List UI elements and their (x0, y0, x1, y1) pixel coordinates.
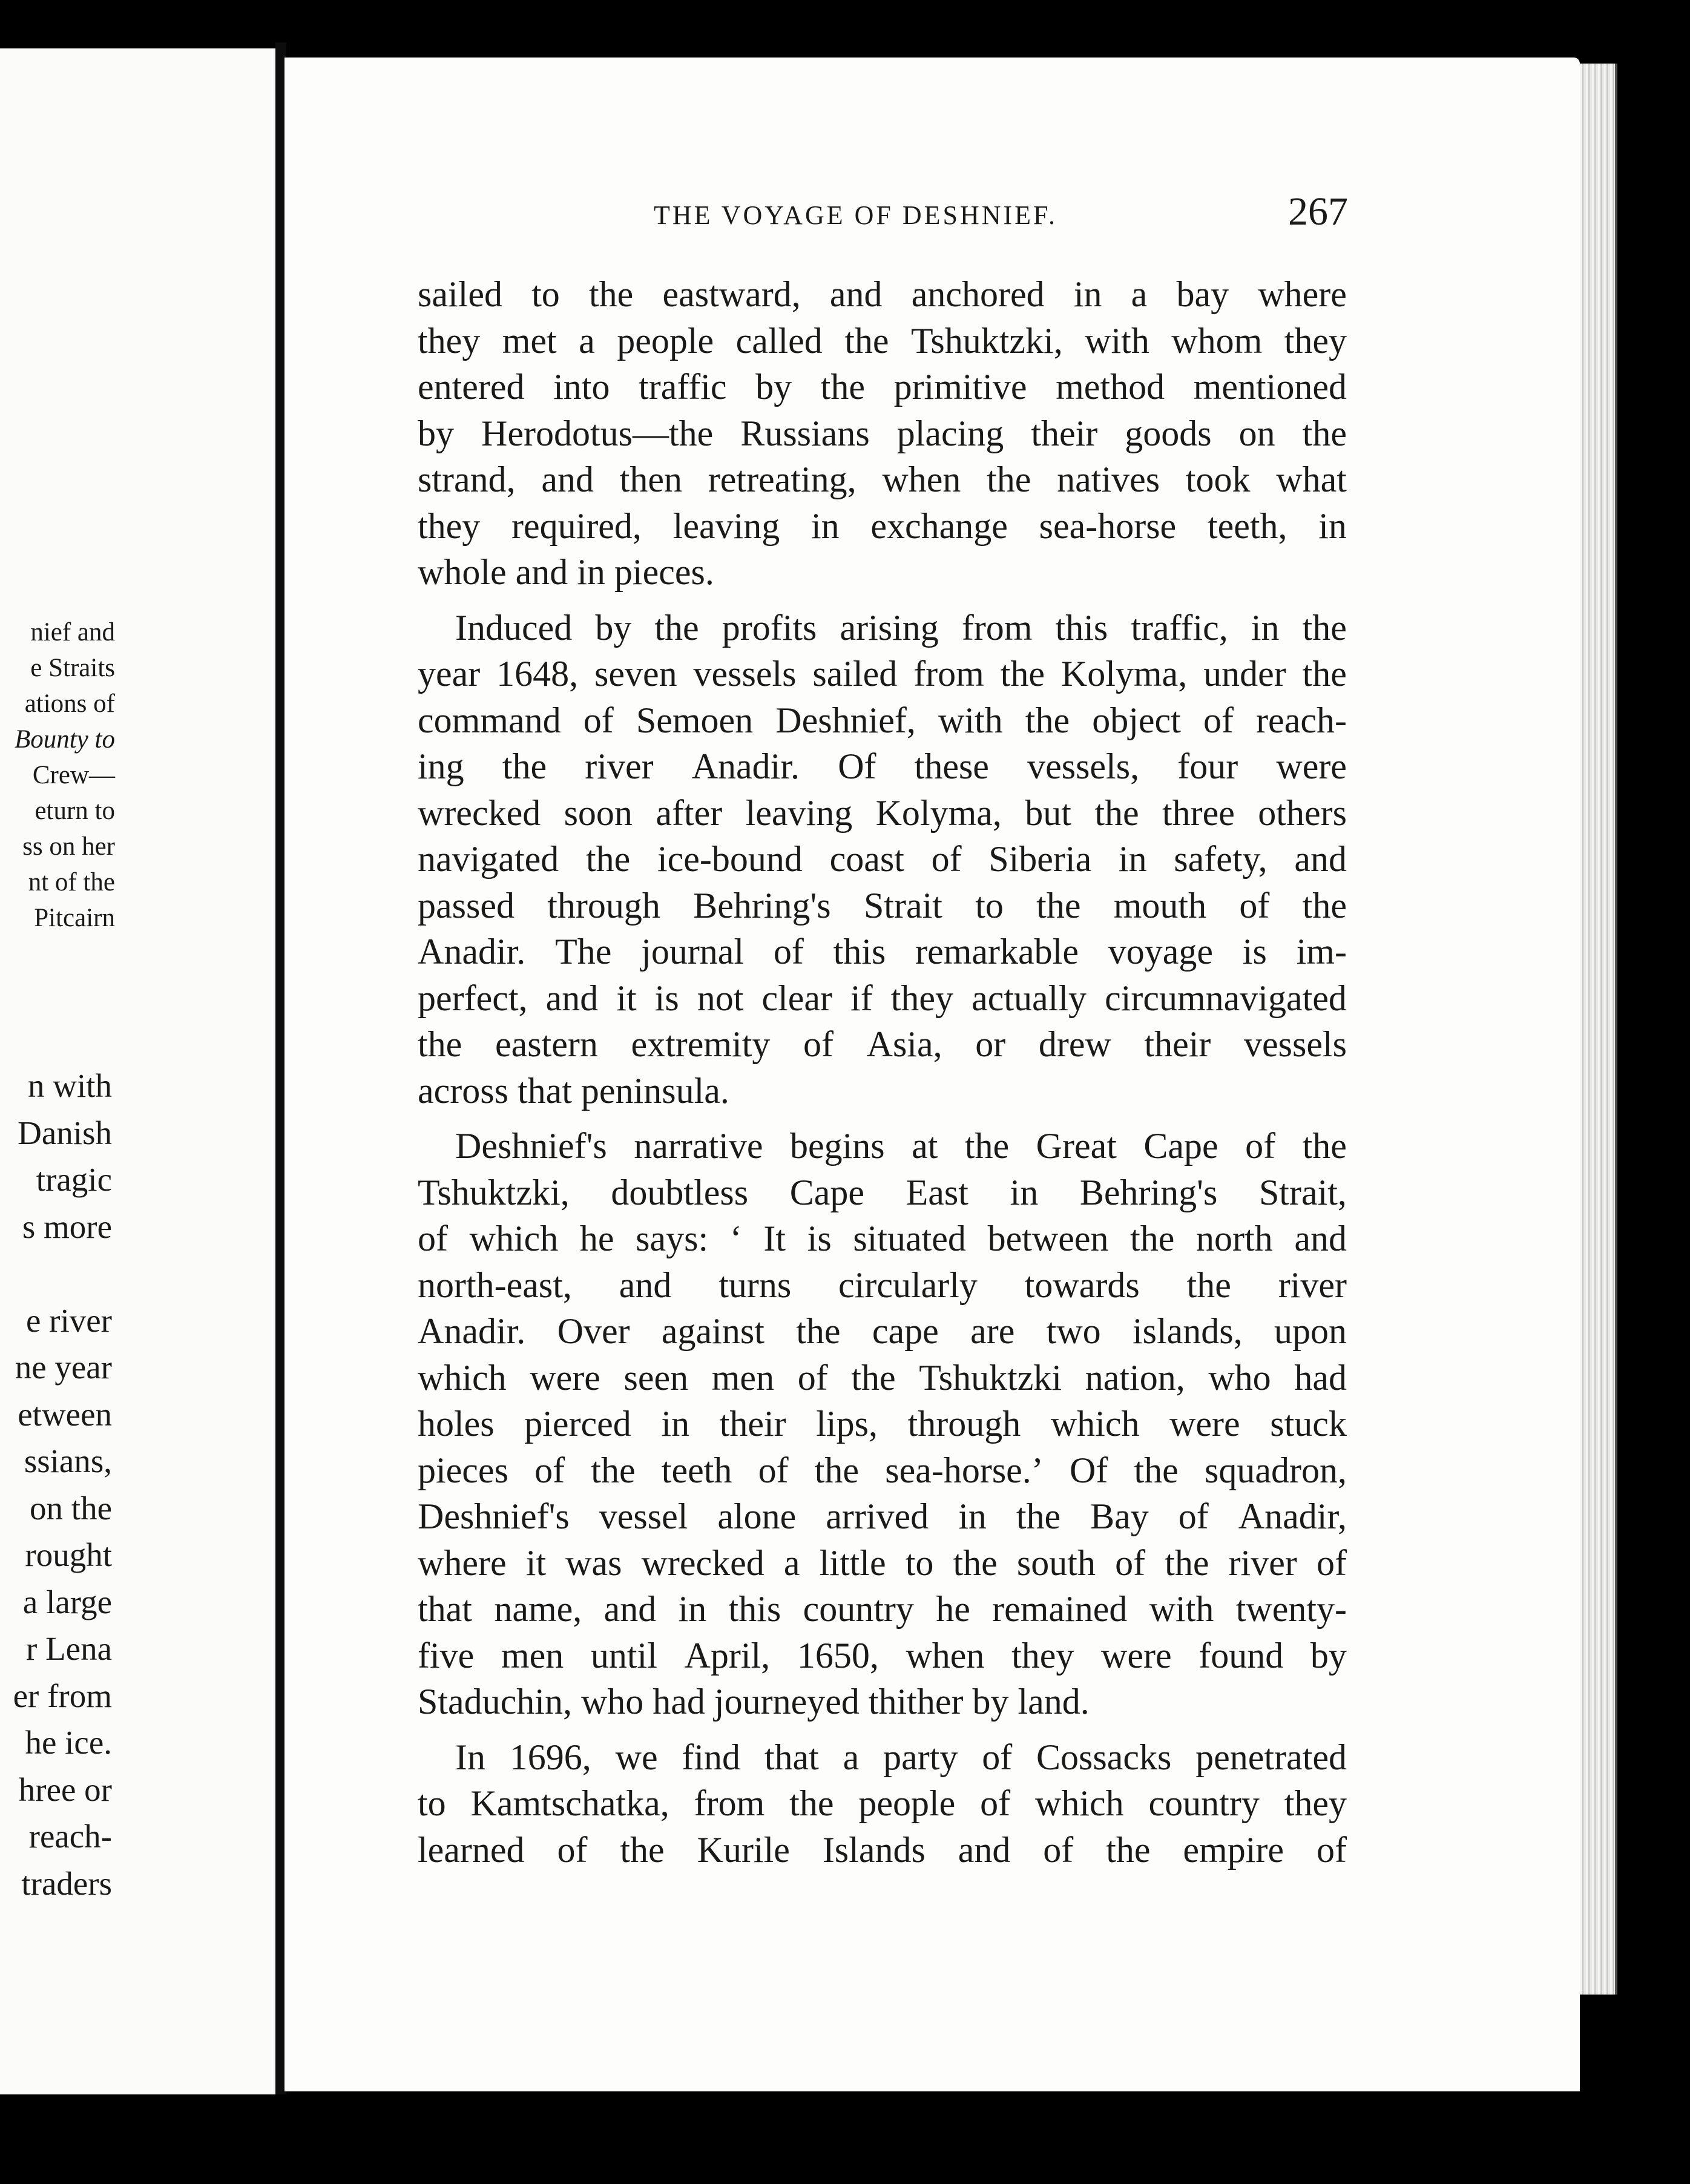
caption-line: ations of (24, 689, 115, 718)
text-line: wrecked soon after leaving Kolyma, but the three others (418, 792, 1347, 833)
text-line: Deshnief's narrative begins at the Great Cape of the (455, 1126, 1347, 1166)
caption-line: nief and (30, 618, 115, 646)
text-line: which were seen men of the Tshuktzki nation, who had (418, 1357, 1347, 1398)
text-line: they met a people called the Tshuktzki, with whom they (418, 320, 1347, 361)
text-line: perfect, and it is not clear if they actually circumnavigated (418, 978, 1347, 1018)
body-line: on the (30, 1489, 112, 1527)
body-line: n with (27, 1067, 112, 1104)
caption-line: ss on her (22, 832, 115, 861)
text-line: In 1696, we find that a party of Cossacks penetrated (455, 1737, 1347, 1777)
text-line: holes pierced in their lips, through which were stuck (418, 1404, 1347, 1444)
body-line: s more (22, 1208, 112, 1245)
text-line: that name, and in this country he remained with twenty- (418, 1589, 1347, 1629)
text-line: to Kamtschatka, from the people of which country they (418, 1783, 1347, 1823)
page-edges (1580, 64, 1617, 1995)
text-line: pieces of the teeth of the sea-horse.’ Of the squadron, (418, 1450, 1347, 1490)
text-line: entered into traffic by the primitive method mentioned (418, 367, 1347, 407)
text-line: strand, and then retreating, when the natives took what (418, 459, 1347, 499)
text-line: year 1648, seven vessels sailed from the Kolyma, under the (418, 654, 1347, 694)
body-line: reach- (28, 1818, 112, 1855)
caption-line: eturn to (35, 797, 115, 825)
text-line: they required, leaving in exchange sea-horse teeth, in (418, 505, 1347, 546)
text-line: Anadir. Over against the cape are two islands, upon (418, 1311, 1347, 1351)
text-line: the eastern extremity of Asia, or drew their vessels (418, 1024, 1347, 1064)
body-line: traders (21, 1864, 112, 1902)
caption-line: Crew— (32, 761, 115, 789)
text-line: learned of the Kurile Islands and of the empire of (418, 1829, 1347, 1870)
text-line: where it was wrecked a little to the south of the river of (418, 1542, 1347, 1583)
body-line: hree or (18, 1771, 112, 1808)
body-line: r Lena (26, 1630, 112, 1667)
body-line: ssians, (24, 1442, 112, 1479)
text-line: Induced by the profits arising from this traffic, in the (455, 607, 1347, 648)
left-page-body (0, 1062, 112, 1907)
left-page-fragment (0, 48, 279, 2094)
body-line: e river (26, 1301, 112, 1339)
text-line: Anadir. The journal of this remarkable voyage is im- (418, 932, 1347, 972)
paragraph (418, 271, 1347, 596)
text-line: ing the river Anadir. Of these vessels, four were (418, 746, 1347, 786)
running-head: THE VOYAGE OF DESHNIEF. (654, 200, 1058, 230)
caption-line: e Straits (30, 654, 115, 682)
body-line: ne year (15, 1349, 112, 1386)
text-line: passed through Behring's Strait to the mouth of the (418, 885, 1347, 926)
text-line: across that peninsula. (418, 1070, 729, 1111)
body-line: er from (13, 1677, 112, 1714)
paragraph (418, 1734, 1347, 1873)
body-line: a large (22, 1583, 112, 1620)
text-line: whole and in pieces. (418, 552, 714, 592)
page-number: 267 (1288, 189, 1348, 234)
text-line: Deshnief's vessel alone arrived in the Bay of Anadir, (418, 1496, 1347, 1536)
body-line (0, 1250, 112, 1297)
caption-line: nt of the (28, 868, 115, 896)
text-line: of which he says: ‘ It is situated between the north and (418, 1219, 1347, 1258)
main-text-block (418, 271, 1347, 1873)
left-page-caption (0, 614, 115, 936)
body-line: etween (18, 1395, 112, 1433)
text-line: navigated the ice-bound coast of Siberia in safety, and (418, 839, 1347, 879)
paragraph (418, 605, 1347, 1114)
paragraph (418, 1123, 1347, 1725)
text-line: Staduchin, who had journeyed thither by land. (418, 1682, 1090, 1722)
body-line: he ice. (25, 1724, 112, 1761)
body-line: Danish (18, 1114, 112, 1151)
body-line: tragic (36, 1161, 112, 1198)
text-line: by Herodotus—the Russians placing their goods on the (418, 413, 1347, 453)
body-line: rought (25, 1536, 112, 1573)
text-line: five men until April, 1650, when they were found by (418, 1635, 1347, 1676)
caption-line: Bounty to (15, 725, 115, 754)
text-line: north-east, and turns circularly towards the river (418, 1265, 1347, 1305)
text-line: sailed to the eastward, and anchored in a bay where (418, 274, 1347, 314)
text-line: Tshuktzki, doubtless Cape East in Behring's Strait, (418, 1172, 1347, 1212)
text-line: command of Semoen Deshnief, with the object of reach- (418, 700, 1347, 740)
caption-line: Pitcairn (34, 904, 115, 932)
